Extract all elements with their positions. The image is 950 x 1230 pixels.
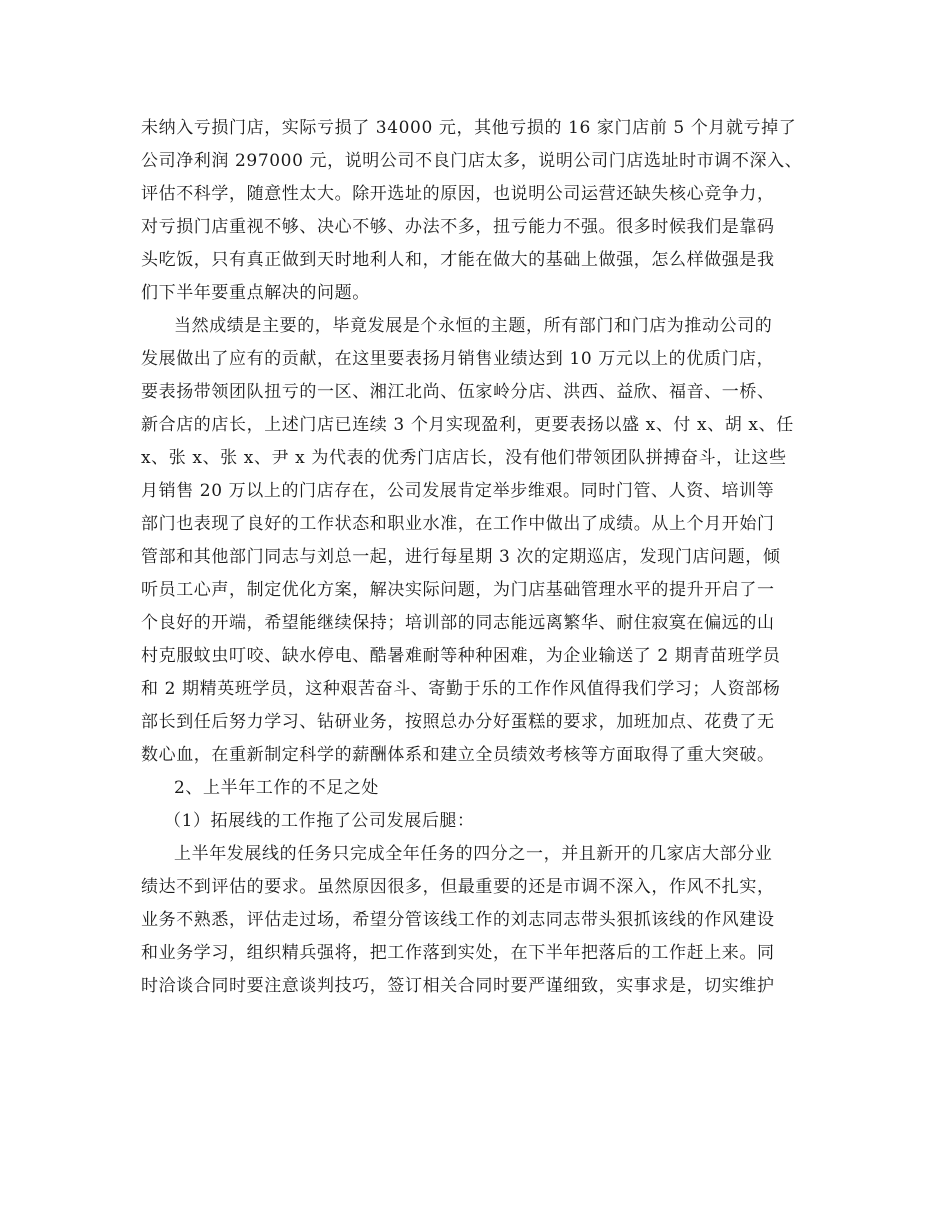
paragraph-line: 听员工心声，制定优化方案，解决实际问题，为门店基础管理水平的提升开启了一	[141, 580, 775, 600]
paragraph-line: 绩达不到评估的要求。虽然原因很多，但最重要的还是市调不深入，作风不扎实，	[141, 877, 775, 897]
paragraph-line: 时洽谈合同时要注意谈判技巧，签订相关合同时要严谨细致，实事求是，切实维护	[141, 976, 775, 996]
subsection-heading: （1）拓展线的工作拖了公司发展后腿：	[164, 811, 475, 831]
paragraph-line: 数心血，在重新制定科学的薪酬体系和建立全员绩效考核等方面取得了重大突破。	[141, 745, 775, 765]
paragraph-line: 们下半年要重点解决的问题。	[141, 283, 370, 303]
paragraph-line: 发展做出了应有的贡献，在这里要表扬月销售业绩达到 10 万元以上的优质门店，	[141, 349, 775, 369]
paragraph-line: 未纳入亏损门店，实际亏损了 34000 元，其他亏损的 16 家门店前 5 个月就亏掉了	[141, 118, 797, 138]
paragraph-line: 和业务学习，组织精兵强将，把工作落到实处，在下半年把落后的工作赶上来。同	[141, 943, 775, 963]
paragraph-line: 业务不熟悉，评估走过场，希望分管该线工作的刘志同志带头狠抓该线的作风建设	[141, 910, 775, 930]
paragraph-line: 月销售 20 万以上的门店存在，公司发展肯定举步维艰。同时门管、人资、培训等	[141, 481, 775, 501]
paragraph-line: 村克服蚊虫叮咬、缺水停电、酷暑难耐等种种困难，为企业输送了 2 期青苗班学员	[141, 646, 781, 666]
paragraph-line: 管部和其他部门同志与刘总一起，进行每星期 3 次的定期巡店，发现门店问题，倾	[141, 547, 781, 567]
paragraph-line: 要表扬带领团队扭亏的一区、湘江北尚、伍家岭分店、洪西、益欣、福音、一桥、	[141, 382, 775, 402]
paragraph-line: 和 2 期精英班学员，这种艰苦奋斗、寄勤于乐的工作作风值得我们学习；人资部杨	[141, 679, 781, 699]
paragraph-line: 公司净利润 297000 元，说明公司不良门店太多，说明公司门店选址时市调不深入、	[141, 151, 803, 171]
paragraph-line: 部长到任后努力学习、钻研业务，按照总办分好蛋糕的要求，加班加点、花费了无	[141, 712, 775, 732]
paragraph-line: 上半年发展线的任务只完成全年任务的四分之一，并且新开的几家店大部分业	[174, 844, 773, 864]
paragraph-line: x、张 x、张 x、尹 x 为代表的优秀门店店长，没有他们带领团队拼搏奋斗，让这些	[141, 448, 787, 468]
paragraph-line: 部门也表现了良好的工作状态和职业水准，在工作中做出了成绩。从上个月开始门	[141, 514, 775, 534]
paragraph-line: 头吃饭，只有真正做到天时地利人和，才能在做大的基础上做强，怎么样做强是我	[141, 250, 775, 270]
paragraph-line: 评估不科学，随意性太大。除开选址的原因，也说明公司运营还缺失核心竞争力，	[141, 184, 775, 204]
paragraph-line: 个良好的开端，希望能继续保持；培训部的同志能远离繁华、耐住寂寞在偏远的山	[141, 613, 775, 633]
paragraph-line: 当然成绩是主要的，毕竟发展是个永恒的主题，所有部门和门店为推动公司的	[174, 316, 773, 336]
section-heading: 2、上半年工作的不足之处	[174, 778, 380, 798]
paragraph-line: 对亏损门店重视不够、决心不够、办法不多，扭亏能力不强。很多时候我们是靠码	[141, 217, 775, 237]
paragraph-line: 新合店的店长，上述门店已连续 3 个月实现盈利，更要表扬以盛 x、付 x、胡 x、任	[141, 415, 794, 435]
